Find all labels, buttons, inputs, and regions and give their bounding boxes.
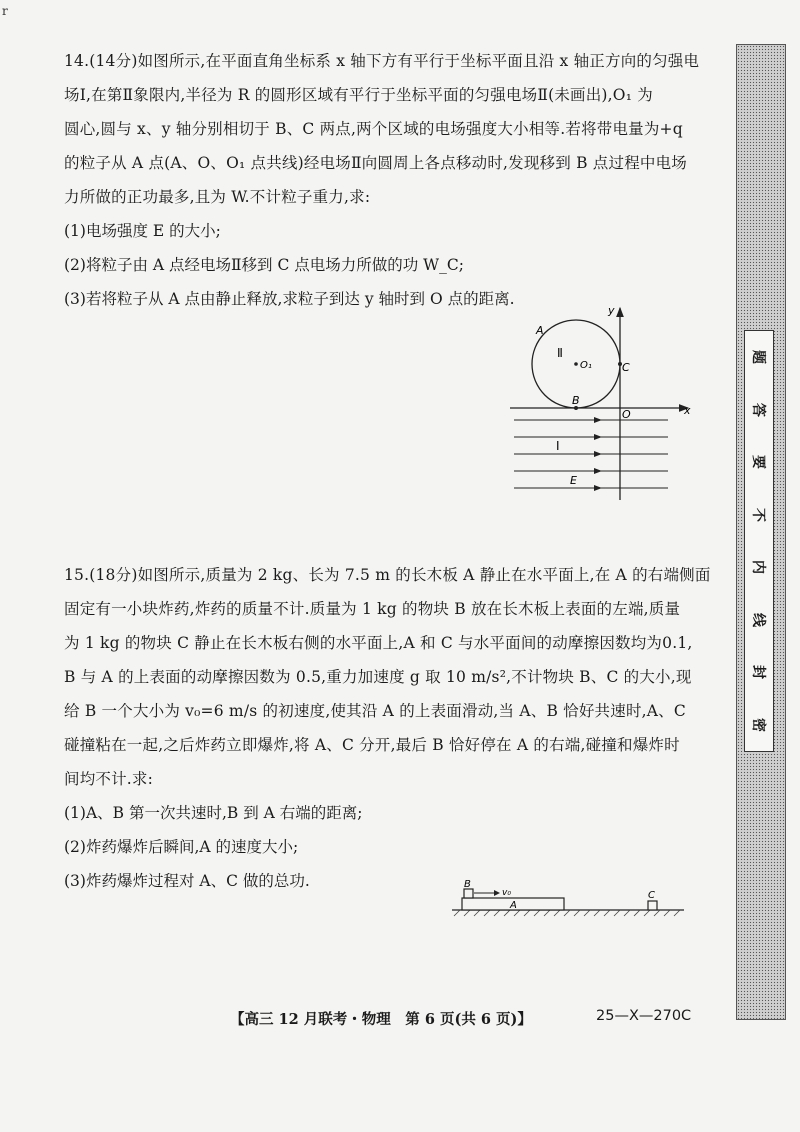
problem-15-question-1: (1)A、B 第一次共速时,B 到 A 右端的距离; (64, 804, 363, 822)
problem-15-line: 固定有一小块炸药,炸药的质量不计.质量为 1 kg 的物块 B 放在长木板上表面的左端,质量 (64, 600, 681, 618)
problem-14-line: 力所做的正功最多,且为 W.不计粒子重力,求: (64, 188, 371, 206)
seal-char: 要 (750, 455, 766, 470)
seal-char: 题 (750, 350, 766, 365)
problem-14-line: 的粒子从 A 点(A、O、O₁ 点共线)经电场Ⅱ向圆周上各点移动时,发现移到 B 点过程中电场 (64, 154, 687, 172)
problem-15-question-2: (2)炸药爆炸后瞬间,A 的速度大小; (64, 838, 299, 856)
label-region-2: Ⅱ (557, 346, 563, 360)
seal-char: 答 (750, 402, 766, 417)
problem-15-figure (448, 878, 688, 918)
problem-14-line: 圆心,圆与 x、y 轴分别相切于 B、C 两点,两个区域的电场强度大小相等.若将带电量为+q (64, 120, 683, 138)
seal-char: 不 (750, 507, 766, 522)
problem-15-line: 为 1 kg 的物块 C 静止在长木板右侧的水平面上,A 和 C 与水平面间的动摩擦因数均为0.1, (64, 634, 693, 652)
problem-14-line: 14.(14分)如图所示,在平面直角坐标系 x 轴下方有平行于坐标平面且沿 x 轴正方向的匀强电 (64, 52, 700, 70)
label-x: x (684, 404, 691, 417)
problem-15-line: 碰撞粘在一起,之后炸药立即爆炸,将 A、C 分开,最后 B 恰好停在 A 的右端,碰撞和爆炸时 (64, 736, 680, 754)
problem-15-line: 15.(18分)如图所示,质量为 2 kg、长为 7.5 m 的长木板 A 静止在水平面上,在 A 的右端侧面 (64, 566, 711, 584)
label-y: y (608, 304, 615, 317)
problem-15-question-3: (3)炸药爆炸过程对 A、C 做的总功. (64, 872, 310, 890)
label-C: C (622, 361, 630, 374)
seal-char: 内 (750, 560, 766, 575)
problem-14-question-2: (2)将粒子由 A 点经电场Ⅱ移到 C 点电场力所做的功 W_C; (64, 256, 464, 274)
problem-14-line: 场Ⅰ,在第Ⅱ象限内,半径为 R 的圆形区域有平行于坐标平面的匀强电场Ⅱ(未画出),O₁ 为 (64, 86, 653, 104)
problem-14-figure (508, 300, 698, 505)
problem-14-question-3: (3)若将粒子从 A 点由静止释放,求粒子到达 y 轴时到 O 点的距离. (64, 290, 515, 308)
problem-14 (64, 44, 704, 316)
label-region-1: Ⅰ (556, 439, 560, 453)
seal-notice (744, 330, 774, 752)
label-O1: O₁ (580, 360, 592, 371)
footer-title: 【高三 12 月联考・物理 第 6 页(共 6 页)】 (230, 1011, 532, 1028)
footer-code: 25—X—270C (596, 1008, 692, 1024)
label-B: B (572, 394, 580, 407)
seal-char: 密 (750, 717, 766, 732)
problem-15-line: 间均不计.求: (64, 770, 154, 788)
problem-15-line: 给 B 一个大小为 v₀=6 m/s 的初速度,使其沿 A 的上表面滑动,当 A、B 恰好共速时,A、C (64, 702, 686, 720)
problem-14-question-1: (1)电场强度 E 的大小; (64, 222, 221, 240)
label-E: E (570, 474, 577, 487)
seal-char: 线 (750, 612, 766, 627)
label-A: A (536, 324, 544, 337)
label-C: C (648, 890, 655, 901)
problem-15 (64, 558, 711, 898)
problem-15-line: B 与 A 的上表面的动摩擦因数为 0.5,重力加速度 g 取 10 m/s²,不计物块 B、C 的大小,现 (64, 668, 692, 686)
label-B: B (464, 879, 471, 890)
label-O: O (622, 408, 631, 421)
seal-char: 封 (750, 665, 766, 680)
label-v0: v₀ (502, 888, 511, 898)
corner-mark: r (2, 4, 8, 18)
label-A: A (510, 900, 517, 911)
